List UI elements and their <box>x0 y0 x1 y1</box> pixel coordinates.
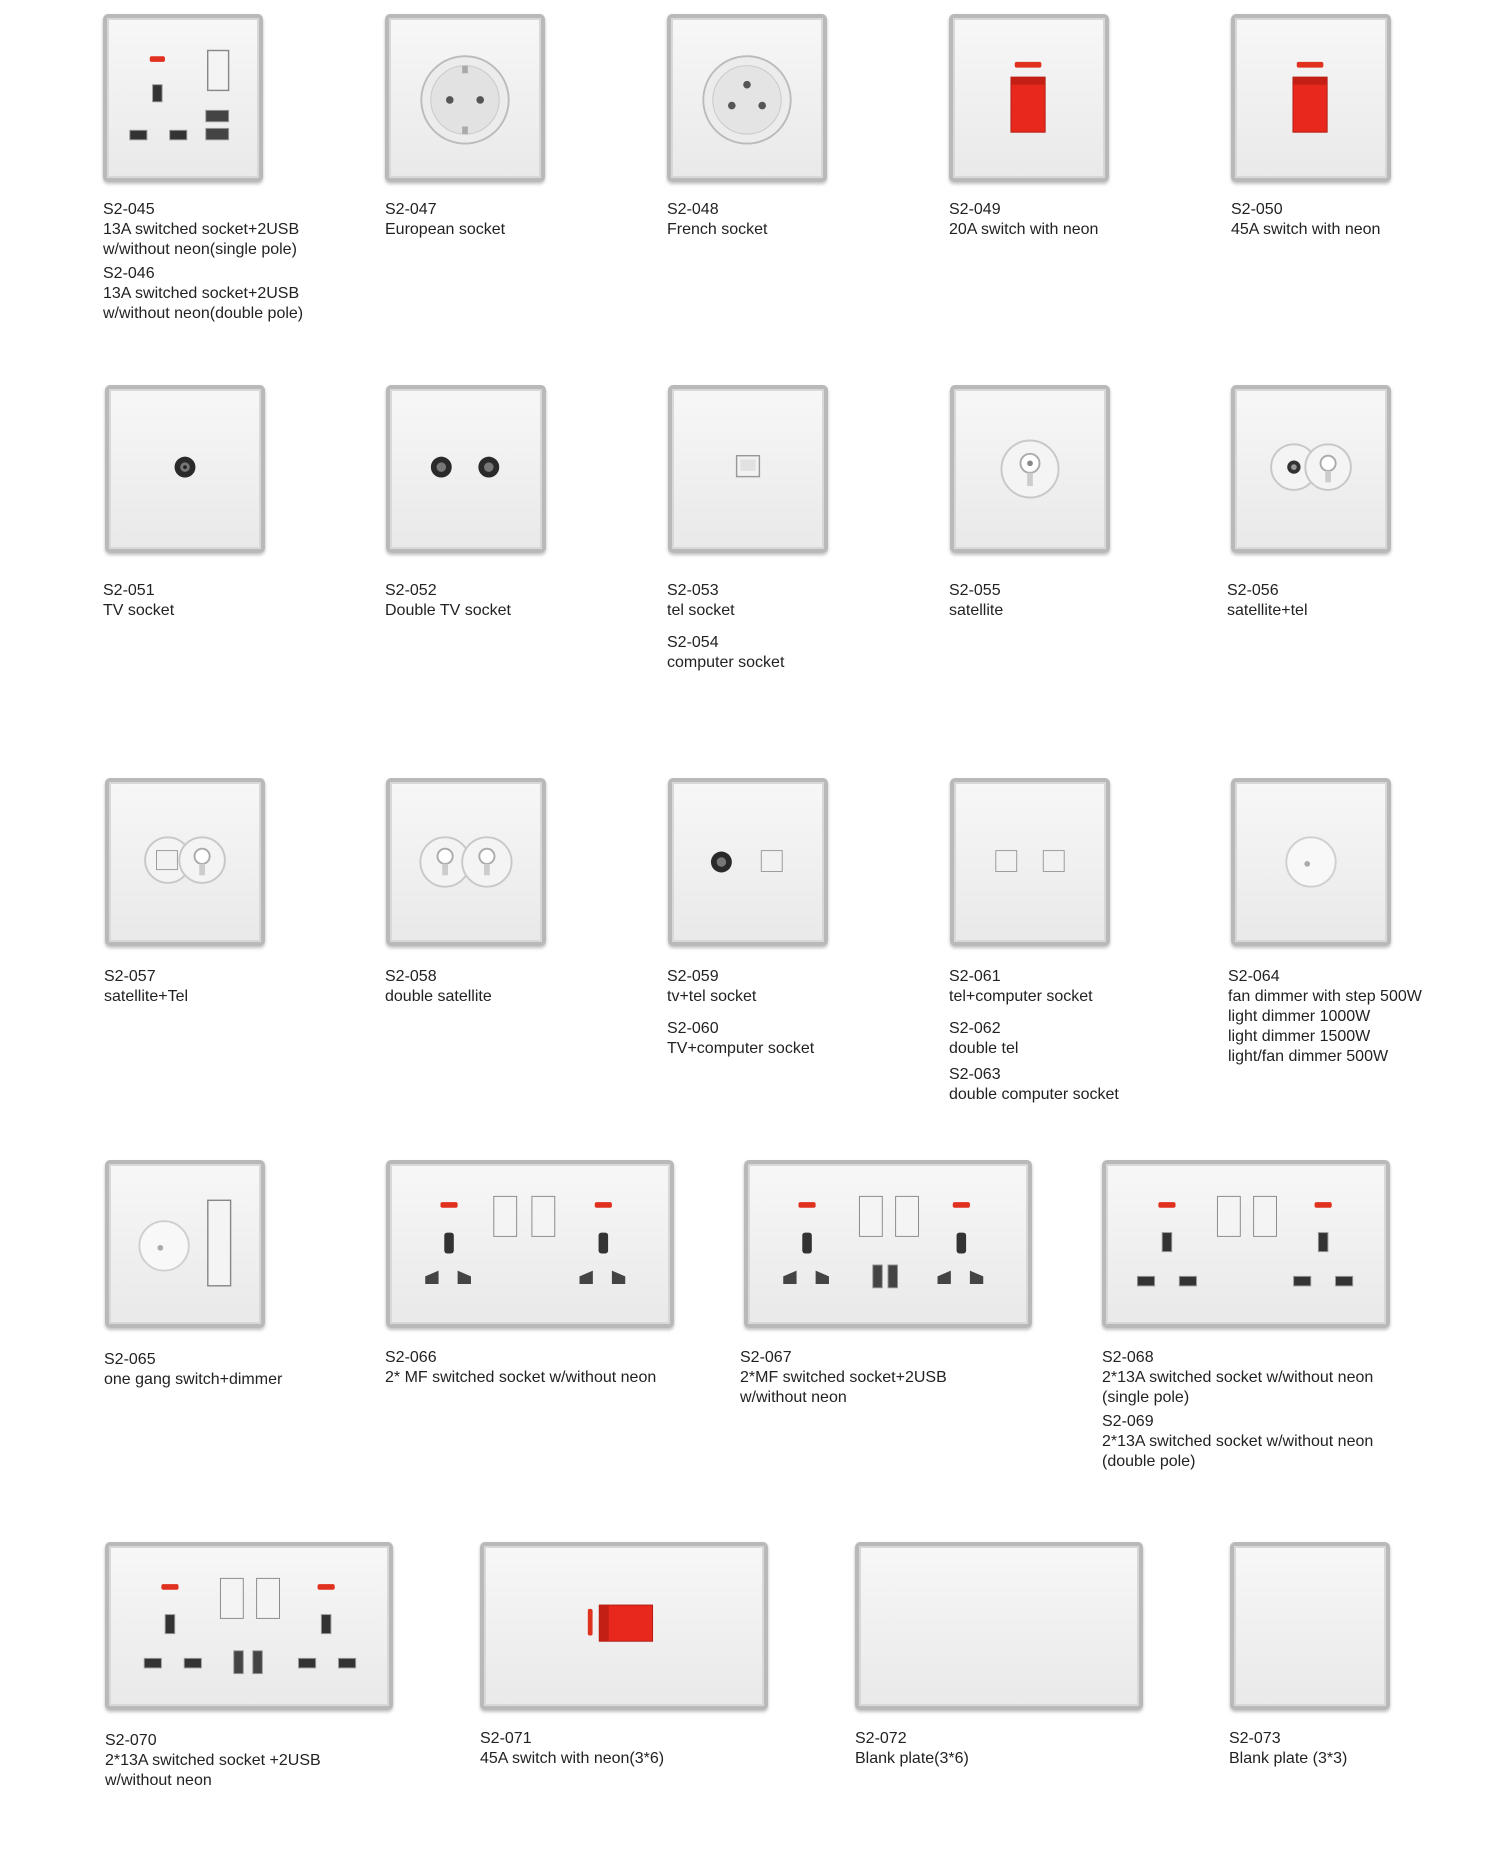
caption <box>855 1729 969 1769</box>
product-code: S2-056 <box>1227 582 1279 599</box>
caption <box>667 200 767 240</box>
french-socket-plate <box>667 14 827 182</box>
tel-socket-plate <box>668 385 828 553</box>
double-mf-socket-plate <box>386 1160 674 1328</box>
dimmer-plate <box>1231 778 1391 946</box>
product-desc: double tel <box>949 1040 1019 1057</box>
satellite-socket-icon <box>1235 389 1387 549</box>
rocker-switch-icon <box>953 18 1105 178</box>
product-desc: 45A switch with neon(3*6) <box>480 1750 665 1767</box>
blank-plate-wide <box>855 1542 1143 1710</box>
satellite-socket-icon <box>390 782 542 942</box>
product-code: S2-053 <box>667 582 719 599</box>
product-desc: double satellite <box>385 988 492 1005</box>
caption <box>385 967 492 1007</box>
uk-socket-icon <box>109 1546 389 1706</box>
tv-socket-icon <box>672 782 824 942</box>
caption <box>480 1729 664 1769</box>
product-code: S2-070 <box>105 1732 157 1749</box>
product-code: S2-046 <box>103 265 155 282</box>
double-uk-socket-usb-plate <box>105 1542 393 1710</box>
caption <box>740 1348 947 1408</box>
schuko-socket-icon <box>389 18 541 178</box>
caption <box>385 200 505 240</box>
tel-computer-plate <box>950 778 1110 946</box>
satellite-tel-plate <box>105 778 265 946</box>
product-desc: light dimmer 1000W <box>1228 1008 1371 1025</box>
product-desc: 2*13A switched socket w/without neon <box>1102 1433 1374 1450</box>
product-code: S2-069 <box>1102 1413 1154 1430</box>
caption <box>667 967 814 1059</box>
product-code: S2-072 <box>855 1730 907 1747</box>
caption <box>385 581 511 621</box>
blank-plate-square <box>1230 1542 1390 1710</box>
caption <box>667 581 784 673</box>
caption <box>1227 581 1308 621</box>
product-code: S2-065 <box>104 1351 156 1368</box>
product-desc: tel socket <box>667 602 735 619</box>
product-desc: 2*MF switched socket+2USB <box>740 1369 947 1386</box>
caption <box>949 967 1119 1105</box>
tv-socket-plate <box>105 385 265 553</box>
european-socket-plate <box>385 14 545 182</box>
caption <box>103 581 174 621</box>
satellite-tel-plate <box>1231 385 1391 553</box>
caption <box>1228 967 1422 1067</box>
product-code: S2-052 <box>385 582 437 599</box>
uk-socket-usb-plate <box>103 14 263 182</box>
dimmer-knob-icon <box>109 1164 261 1324</box>
product-desc: light/fan dimmer 500W <box>1228 1048 1389 1065</box>
rj-socket-icon <box>954 782 1106 942</box>
caption <box>105 1731 321 1791</box>
switch-dimmer-plate <box>105 1160 265 1328</box>
product-desc: 13A switched socket+2USB <box>103 285 300 302</box>
product-desc: w/without neon <box>105 1772 212 1789</box>
switch-20a-plate <box>949 14 1109 182</box>
caption <box>385 1348 656 1388</box>
rocker-switch-icon <box>1235 18 1387 178</box>
product-code: S2-073 <box>1229 1730 1281 1747</box>
product-desc: satellite <box>949 602 1004 619</box>
product-code: S2-071 <box>480 1730 532 1747</box>
product-desc: light dimmer 1500W <box>1228 1028 1371 1045</box>
caption <box>1102 1348 1373 1472</box>
switch-45a-plate <box>1231 14 1391 182</box>
product-desc: European socket <box>385 221 506 238</box>
product-desc: (double pole) <box>1102 1453 1196 1470</box>
caption <box>104 1350 282 1390</box>
product-desc: one gang switch+dimmer <box>104 1371 283 1388</box>
mf-socket-icon <box>748 1164 1028 1324</box>
mf-socket-icon <box>390 1164 670 1324</box>
product-code: S2-064 <box>1228 968 1280 985</box>
uk-socket-icon <box>107 18 259 178</box>
product-desc: 2* MF switched socket w/without neon <box>385 1369 657 1386</box>
product-code: S2-060 <box>667 1020 719 1037</box>
product-code: S2-066 <box>385 1349 437 1366</box>
product-code: S2-067 <box>740 1349 792 1366</box>
product-code: S2-054 <box>667 634 719 651</box>
product-desc: TV socket <box>103 602 175 619</box>
rj-socket-icon <box>672 389 824 549</box>
product-code: S2-051 <box>103 582 155 599</box>
double-satellite-plate <box>386 778 546 946</box>
uk-socket-icon <box>1106 1164 1386 1324</box>
caption <box>949 581 1003 621</box>
product-desc: Double TV socket <box>385 602 511 619</box>
caption <box>1229 1729 1347 1769</box>
product-desc: Blank plate(3*6) <box>855 1750 969 1767</box>
rocker-switch-icon <box>484 1546 764 1706</box>
caption <box>104 967 188 1007</box>
product-desc: computer socket <box>667 654 785 671</box>
tv-tel-plate <box>668 778 828 946</box>
product-desc: fan dimmer with step 500W <box>1228 988 1422 1005</box>
product-desc: w/without neon(single pole) <box>103 241 297 258</box>
tv-socket-icon <box>109 389 261 549</box>
product-desc: w/without neon <box>740 1389 847 1406</box>
product-code: S2-045 <box>103 201 155 218</box>
satellite-socket-icon <box>109 782 261 942</box>
product-desc: w/without neon(double pole) <box>103 305 304 322</box>
product-desc: double computer socket <box>949 1086 1119 1103</box>
satellite-socket-icon <box>954 389 1106 549</box>
product-desc: 45A switch with neon <box>1231 221 1381 238</box>
product-code: S2-058 <box>385 968 437 985</box>
product-desc: 2*13A switched socket w/without neon <box>1102 1369 1374 1386</box>
product-code: S2-062 <box>949 1020 1001 1037</box>
product-code: S2-050 <box>1231 201 1283 218</box>
product-desc: 2*13A switched socket +2USB <box>105 1752 321 1769</box>
product-desc: 20A switch with neon <box>949 221 1099 238</box>
product-desc: satellite+tel <box>1227 602 1308 619</box>
product-desc: (single pole) <box>1102 1389 1190 1406</box>
product-code: S2-059 <box>667 968 719 985</box>
product-code: S2-049 <box>949 201 1001 218</box>
caption <box>103 200 303 324</box>
caption <box>1231 200 1380 240</box>
product-code: S2-068 <box>1102 1349 1154 1366</box>
product-code: S2-063 <box>949 1066 1001 1083</box>
product-code: S2-057 <box>104 968 156 985</box>
product-desc: TV+computer socket <box>667 1040 815 1057</box>
dimmer-knob-icon <box>1235 782 1387 942</box>
caption <box>949 200 1098 240</box>
product-code: S2-061 <box>949 968 1001 985</box>
product-desc: tv+tel socket <box>667 988 757 1005</box>
product-desc: tel+computer socket <box>949 988 1093 1005</box>
double-mf-socket-usb-plate <box>744 1160 1032 1328</box>
satellite-plate <box>950 385 1110 553</box>
product-desc: satellite+Tel <box>104 988 189 1005</box>
product-desc: French socket <box>667 221 768 238</box>
product-desc: 13A switched socket+2USB <box>103 221 300 238</box>
product-desc: Blank plate (3*3) <box>1229 1750 1348 1767</box>
product-code: S2-048 <box>667 201 719 218</box>
product-code: S2-055 <box>949 582 1001 599</box>
tv-socket-icon <box>390 389 542 549</box>
french-socket-icon <box>671 18 823 178</box>
product-code: S2-047 <box>385 201 437 218</box>
double-uk-socket-plate <box>1102 1160 1390 1328</box>
double-tv-socket-plate <box>386 385 546 553</box>
switch-45a-wide-plate <box>480 1542 768 1710</box>
